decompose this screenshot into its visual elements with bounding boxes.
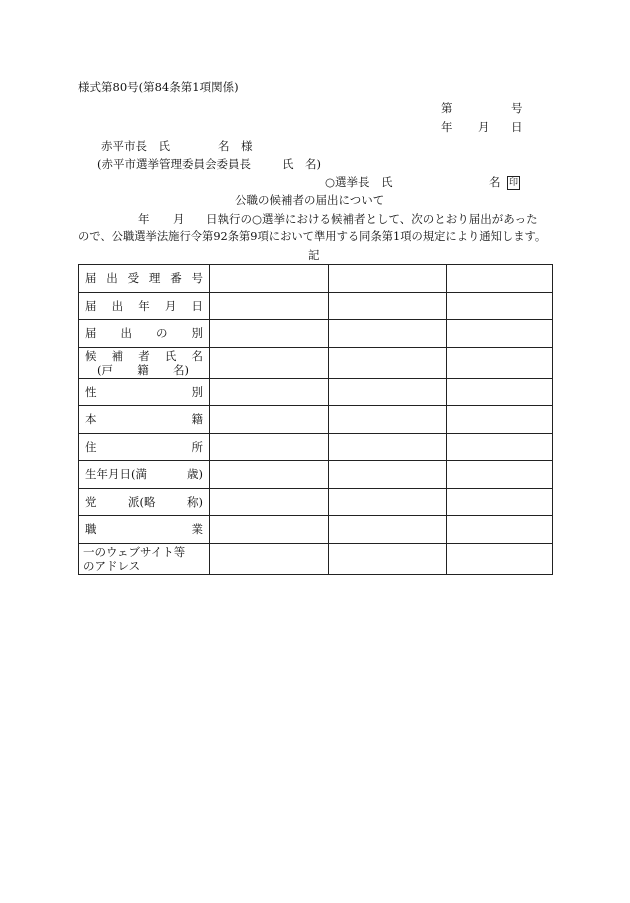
cell[interactable] bbox=[329, 516, 447, 544]
body-month: 月 bbox=[173, 212, 185, 226]
cell[interactable] bbox=[210, 488, 329, 516]
cell[interactable] bbox=[447, 461, 553, 489]
row-label-website: 一のウェブサイト等 のアドレス bbox=[79, 543, 210, 574]
table-row bbox=[79, 516, 553, 544]
cell[interactable] bbox=[210, 320, 329, 348]
cell[interactable] bbox=[447, 433, 553, 461]
table-row bbox=[79, 347, 553, 378]
table-row bbox=[79, 461, 553, 489]
mayor-title: 赤平市長 氏 bbox=[101, 139, 170, 153]
table-row bbox=[79, 320, 553, 348]
number-suffix: 号 bbox=[511, 101, 523, 115]
row-label-receipt-number: 届 出 受 理 番 号 bbox=[79, 265, 210, 293]
cell[interactable] bbox=[210, 378, 329, 406]
cell[interactable] bbox=[210, 265, 329, 293]
row-label-filing-date: 届 出 年 月 日 bbox=[79, 292, 210, 320]
cell[interactable] bbox=[329, 461, 447, 489]
row-label-address: 住 所 bbox=[79, 433, 210, 461]
cell[interactable] bbox=[210, 406, 329, 434]
body-year: 年 bbox=[138, 212, 150, 226]
row-label-occupation: 職 業 bbox=[79, 516, 210, 544]
cell[interactable] bbox=[329, 320, 447, 348]
document-title: 公職の候補者の届出について bbox=[235, 193, 385, 207]
cell[interactable] bbox=[329, 265, 447, 293]
cell[interactable] bbox=[210, 347, 329, 378]
table-row bbox=[79, 406, 553, 434]
cell[interactable] bbox=[210, 461, 329, 489]
cell[interactable] bbox=[210, 433, 329, 461]
cell[interactable] bbox=[329, 543, 447, 574]
cell[interactable] bbox=[447, 543, 553, 574]
committee-title: (赤平市選挙管理委員会委員長 bbox=[97, 157, 251, 171]
cell[interactable] bbox=[447, 516, 553, 544]
cell[interactable] bbox=[447, 488, 553, 516]
cell[interactable] bbox=[447, 406, 553, 434]
row-label-candidate-name: 候 補 者 氏 名 (戸 籍 名) bbox=[79, 347, 210, 378]
cell[interactable] bbox=[329, 488, 447, 516]
notification-table bbox=[78, 264, 553, 575]
cell[interactable] bbox=[329, 292, 447, 320]
number-prefix: 第 bbox=[441, 101, 453, 115]
table-row bbox=[79, 265, 553, 293]
ki-heading: 記 bbox=[308, 248, 320, 262]
body-line-2: ので、公職選挙法施行令第92条第9項において準用する同条第1項の規定により通知します。 bbox=[78, 230, 547, 243]
table-row bbox=[79, 433, 553, 461]
committee-name: 氏 名) bbox=[282, 157, 321, 171]
body-line-1: 日執行の○選挙における候補者として、次のとおり届出があった bbox=[206, 212, 538, 226]
seal-mark bbox=[507, 175, 520, 190]
sender-name-char: 名 bbox=[489, 175, 501, 189]
seal-icon: 印 bbox=[508, 178, 518, 188]
row-label-domicile: 本 籍 bbox=[79, 406, 210, 434]
row-label-filing-type: 届 出 の 別 bbox=[79, 320, 210, 348]
form-number: 様式第80号(第84条第1項関係) bbox=[78, 80, 239, 94]
row-label-party: 党 派(略 称) bbox=[79, 488, 210, 516]
date-year: 年 bbox=[441, 120, 453, 134]
cell[interactable] bbox=[447, 292, 553, 320]
cell[interactable] bbox=[447, 347, 553, 378]
table-row bbox=[79, 543, 553, 574]
date-month: 月 bbox=[478, 120, 490, 134]
cell[interactable] bbox=[447, 378, 553, 406]
table-row bbox=[79, 378, 553, 406]
cell[interactable] bbox=[329, 378, 447, 406]
cell[interactable] bbox=[329, 406, 447, 434]
row-label-birthdate: 生年月日(満 歳) bbox=[79, 461, 210, 489]
table-row bbox=[79, 292, 553, 320]
cell[interactable] bbox=[210, 543, 329, 574]
cell[interactable] bbox=[329, 347, 447, 378]
date-day: 日 bbox=[511, 120, 523, 134]
mayor-name-suffix: 名 様 bbox=[218, 139, 253, 153]
cell[interactable] bbox=[329, 433, 447, 461]
cell[interactable] bbox=[210, 292, 329, 320]
sender-title: ○選挙長 氏 bbox=[325, 175, 393, 189]
cell[interactable] bbox=[447, 320, 553, 348]
cell[interactable] bbox=[210, 516, 329, 544]
cell[interactable] bbox=[447, 265, 553, 293]
table-row bbox=[79, 488, 553, 516]
row-label-gender: 性 別 bbox=[79, 378, 210, 406]
